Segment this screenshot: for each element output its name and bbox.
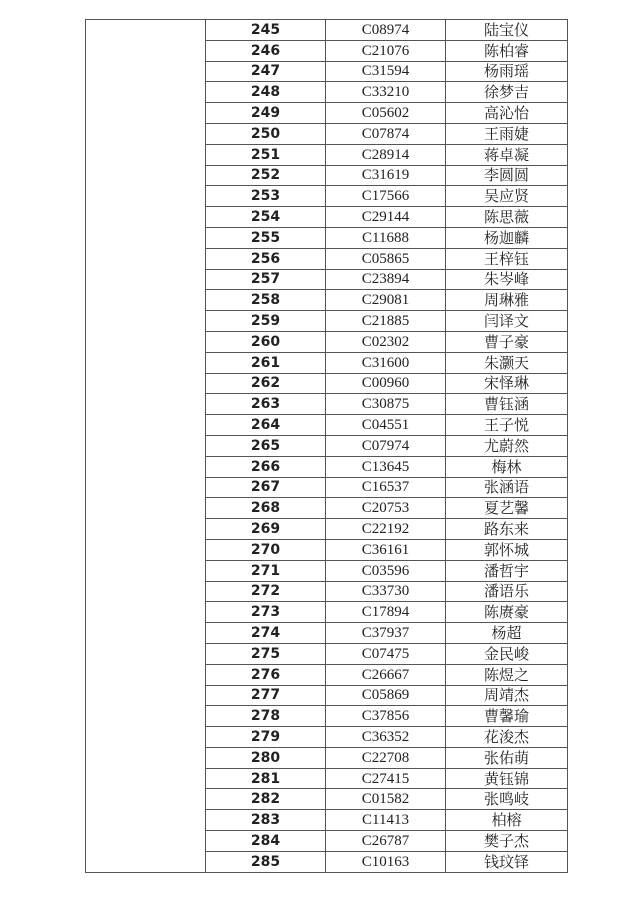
student-code: C16537 bbox=[326, 477, 446, 498]
student-code: C31600 bbox=[326, 352, 446, 373]
table-row bbox=[86, 20, 568, 41]
row-number: 274 bbox=[206, 623, 326, 644]
roster-table bbox=[85, 19, 568, 873]
student-code: C29144 bbox=[326, 207, 446, 228]
student-code: C29081 bbox=[326, 290, 446, 311]
student-name: 闫译文 bbox=[446, 311, 568, 332]
student-name: 周琳雅 bbox=[446, 290, 568, 311]
student-code: C07974 bbox=[326, 435, 446, 456]
row-number: 277 bbox=[206, 685, 326, 706]
row-number: 269 bbox=[206, 519, 326, 540]
row-number: 283 bbox=[206, 810, 326, 831]
student-code: C22708 bbox=[326, 747, 446, 768]
row-number: 246 bbox=[206, 40, 326, 61]
student-name: 蒋卓凝 bbox=[446, 144, 568, 165]
student-name: 曹钰涵 bbox=[446, 394, 568, 415]
student-name: 杨雨瑶 bbox=[446, 61, 568, 82]
row-number: 278 bbox=[206, 706, 326, 727]
row-number: 281 bbox=[206, 768, 326, 789]
roster-table-body bbox=[86, 20, 568, 873]
student-name: 钱玟铎 bbox=[446, 851, 568, 872]
student-name: 朱岑峰 bbox=[446, 269, 568, 290]
student-code: C02302 bbox=[326, 331, 446, 352]
student-code: C31594 bbox=[326, 61, 446, 82]
student-code: C05869 bbox=[326, 685, 446, 706]
student-name: 高沁怡 bbox=[446, 103, 568, 124]
student-name: 尤蔚然 bbox=[446, 435, 568, 456]
student-name: 陈赓豪 bbox=[446, 602, 568, 623]
student-code: C08974 bbox=[326, 20, 446, 41]
row-number: 270 bbox=[206, 539, 326, 560]
student-name: 陈煜之 bbox=[446, 664, 568, 685]
student-code: C01582 bbox=[326, 789, 446, 810]
student-name: 王子悦 bbox=[446, 415, 568, 436]
row-number: 256 bbox=[206, 248, 326, 269]
student-code: C07874 bbox=[326, 123, 446, 144]
row-number: 252 bbox=[206, 165, 326, 186]
student-name: 王雨婕 bbox=[446, 123, 568, 144]
student-code: C05602 bbox=[326, 103, 446, 124]
row-number: 250 bbox=[206, 123, 326, 144]
row-number: 273 bbox=[206, 602, 326, 623]
student-name: 梅林 bbox=[446, 456, 568, 477]
row-number: 245 bbox=[206, 20, 326, 41]
student-code: C04551 bbox=[326, 415, 446, 436]
student-code: C00960 bbox=[326, 373, 446, 394]
student-code: C17894 bbox=[326, 602, 446, 623]
student-code: C10163 bbox=[326, 851, 446, 872]
row-number: 271 bbox=[206, 560, 326, 581]
student-name: 夏艺馨 bbox=[446, 498, 568, 519]
row-number: 247 bbox=[206, 61, 326, 82]
row-number: 255 bbox=[206, 227, 326, 248]
student-code: C21076 bbox=[326, 40, 446, 61]
row-number: 275 bbox=[206, 643, 326, 664]
row-number: 265 bbox=[206, 435, 326, 456]
student-name: 李圆圆 bbox=[446, 165, 568, 186]
student-code: C36352 bbox=[326, 727, 446, 748]
student-code: C26667 bbox=[326, 664, 446, 685]
student-name: 曹子豪 bbox=[446, 331, 568, 352]
student-name: 宋怿琳 bbox=[446, 373, 568, 394]
student-name: 潘语乐 bbox=[446, 581, 568, 602]
row-number: 260 bbox=[206, 331, 326, 352]
student-name: 张鸣岐 bbox=[446, 789, 568, 810]
row-number: 263 bbox=[206, 394, 326, 415]
student-code: C31619 bbox=[326, 165, 446, 186]
student-code: C36161 bbox=[326, 539, 446, 560]
row-number: 284 bbox=[206, 831, 326, 852]
student-name: 陈柏睿 bbox=[446, 40, 568, 61]
student-name: 樊子杰 bbox=[446, 831, 568, 852]
row-number: 262 bbox=[206, 373, 326, 394]
row-number: 266 bbox=[206, 456, 326, 477]
student-code: C27415 bbox=[326, 768, 446, 789]
row-number: 258 bbox=[206, 290, 326, 311]
row-number: 279 bbox=[206, 727, 326, 748]
student-name: 张佑萌 bbox=[446, 747, 568, 768]
row-number: 267 bbox=[206, 477, 326, 498]
student-code: C30875 bbox=[326, 394, 446, 415]
student-name: 潘哲宇 bbox=[446, 560, 568, 581]
student-name: 郭怀城 bbox=[446, 539, 568, 560]
row-number: 272 bbox=[206, 581, 326, 602]
student-code: C11688 bbox=[326, 227, 446, 248]
student-name: 金民峻 bbox=[446, 643, 568, 664]
student-code: C20753 bbox=[326, 498, 446, 519]
student-name: 柏榕 bbox=[446, 810, 568, 831]
student-name: 周靖杰 bbox=[446, 685, 568, 706]
merged-blank-cell bbox=[86, 20, 206, 873]
student-code: C22192 bbox=[326, 519, 446, 540]
student-code: C37937 bbox=[326, 623, 446, 644]
row-number: 259 bbox=[206, 311, 326, 332]
student-code: C07475 bbox=[326, 643, 446, 664]
student-name: 路东来 bbox=[446, 519, 568, 540]
student-code: C23894 bbox=[326, 269, 446, 290]
student-name: 吴应贤 bbox=[446, 186, 568, 207]
row-number: 261 bbox=[206, 352, 326, 373]
row-number: 251 bbox=[206, 144, 326, 165]
student-name: 黄钰锦 bbox=[446, 768, 568, 789]
student-code: C28914 bbox=[326, 144, 446, 165]
row-number: 268 bbox=[206, 498, 326, 519]
student-code: C05865 bbox=[326, 248, 446, 269]
student-name: 曹馨瑜 bbox=[446, 706, 568, 727]
student-name: 花浚杰 bbox=[446, 727, 568, 748]
student-name: 杨超 bbox=[446, 623, 568, 644]
row-number: 257 bbox=[206, 269, 326, 290]
row-number: 249 bbox=[206, 103, 326, 124]
student-name: 王梓钰 bbox=[446, 248, 568, 269]
student-code: C17566 bbox=[326, 186, 446, 207]
row-number: 248 bbox=[206, 82, 326, 103]
student-code: C03596 bbox=[326, 560, 446, 581]
student-code: C37856 bbox=[326, 706, 446, 727]
row-number: 276 bbox=[206, 664, 326, 685]
student-code: C26787 bbox=[326, 831, 446, 852]
student-name: 徐梦吉 bbox=[446, 82, 568, 103]
student-name: 杨迦麟 bbox=[446, 227, 568, 248]
student-code: C33210 bbox=[326, 82, 446, 103]
student-name: 张涵语 bbox=[446, 477, 568, 498]
row-number: 254 bbox=[206, 207, 326, 228]
student-code: C21885 bbox=[326, 311, 446, 332]
student-name: 陆宝仪 bbox=[446, 20, 568, 41]
row-number: 264 bbox=[206, 415, 326, 436]
student-code: C33730 bbox=[326, 581, 446, 602]
row-number: 280 bbox=[206, 747, 326, 768]
student-name: 朱灏天 bbox=[446, 352, 568, 373]
row-number: 253 bbox=[206, 186, 326, 207]
row-number: 282 bbox=[206, 789, 326, 810]
student-code: C11413 bbox=[326, 810, 446, 831]
student-code: C13645 bbox=[326, 456, 446, 477]
row-number: 285 bbox=[206, 851, 326, 872]
student-name: 陈思薇 bbox=[446, 207, 568, 228]
